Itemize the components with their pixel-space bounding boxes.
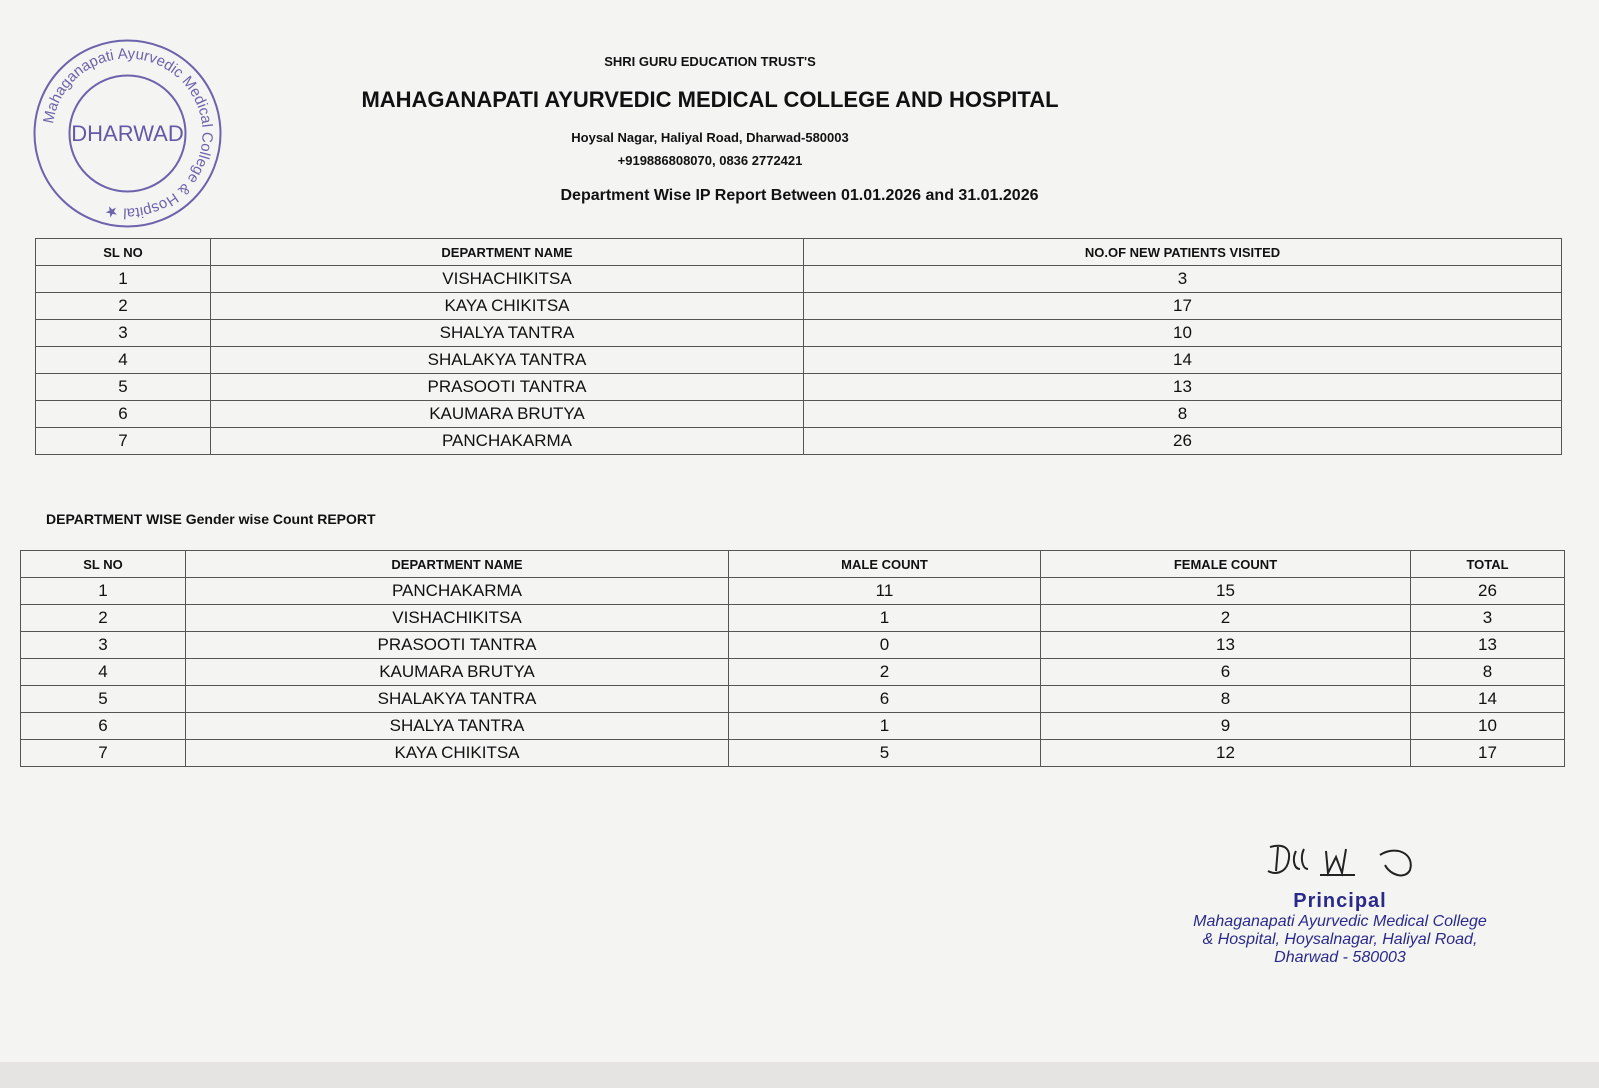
- col-new-patients: NO.OF NEW PATIENTS VISITED: [804, 239, 1562, 266]
- department-cell: PRASOOTI TANTRA: [186, 632, 729, 659]
- department-cell: VISHACHIKITSA: [186, 605, 729, 632]
- total-cell: 8: [1411, 659, 1565, 686]
- table-row: [21, 686, 1565, 713]
- department-cell: SHALYA TANTRA: [186, 713, 729, 740]
- sl-no-cell: 2: [21, 605, 186, 632]
- male-count-cell: 0: [729, 632, 1041, 659]
- female-count-cell: 6: [1041, 659, 1411, 686]
- department-cell: SHALAKYA TANTRA: [211, 347, 804, 374]
- male-count-cell: 11: [729, 578, 1041, 605]
- principal-signature-block: [1150, 835, 1530, 967]
- trust-name: SHRI GURU EDUCATION TRUST'S: [604, 54, 816, 69]
- department-cell: KAYA CHIKITSA: [186, 740, 729, 767]
- table-row: [21, 713, 1565, 740]
- signature-line-3: Dharwad - 580003: [1274, 949, 1406, 966]
- sl-no-cell: 5: [21, 686, 186, 713]
- college-address: Hoysal Nagar, Haliyal Road, Dharwad-580003: [571, 130, 849, 145]
- scan-edge: [0, 1062, 1599, 1088]
- col-department: DEPARTMENT NAME: [186, 551, 729, 578]
- department-cell: KAUMARA BRUTYA: [186, 659, 729, 686]
- ip-report-table: [35, 238, 1562, 455]
- table-row: [21, 659, 1565, 686]
- college-stamp: [30, 36, 225, 231]
- male-count-cell: 6: [729, 686, 1041, 713]
- signature-icon: [1230, 835, 1450, 885]
- sl-no-cell: 3: [21, 632, 186, 659]
- report-title: Department Wise IP Report Between 01.01.2026 and 31.01.2026: [560, 187, 1039, 204]
- table-row: [36, 266, 1562, 293]
- female-count-cell: 2: [1041, 605, 1411, 632]
- total-cell: 17: [1411, 740, 1565, 767]
- table-row: [36, 293, 1562, 320]
- sl-no-cell: 1: [36, 266, 211, 293]
- department-cell: KAYA CHIKITSA: [211, 293, 804, 320]
- table-row: [36, 374, 1562, 401]
- department-cell: PRASOOTI TANTRA: [211, 374, 804, 401]
- new-patients-cell: 10: [804, 320, 1562, 347]
- table-row: [21, 632, 1565, 659]
- female-count-cell: 15: [1041, 578, 1411, 605]
- table-header-row: [21, 551, 1565, 578]
- total-cell: 3: [1411, 605, 1565, 632]
- new-patients-cell: 14: [804, 347, 1562, 374]
- female-count-cell: 13: [1041, 632, 1411, 659]
- sl-no-cell: 7: [36, 428, 211, 455]
- sl-no-cell: 4: [36, 347, 211, 374]
- college-name: MAHAGANAPATI AYURVEDIC MEDICAL COLLEGE AND HOSPITAL: [361, 87, 1059, 112]
- table-row: [36, 347, 1562, 374]
- male-count-cell: 5: [729, 740, 1041, 767]
- col-sl-no: SL NO: [21, 551, 186, 578]
- signature-line-1: Mahaganapati Ayurvedic Medical College: [1193, 913, 1487, 930]
- department-cell: PANCHAKARMA: [186, 578, 729, 605]
- total-cell: 26: [1411, 578, 1565, 605]
- total-cell: 14: [1411, 686, 1565, 713]
- department-cell: KAUMARA BRUTYA: [211, 401, 804, 428]
- male-count-cell: 1: [729, 713, 1041, 740]
- male-count-cell: 1: [729, 605, 1041, 632]
- gender-report-table: [20, 550, 1565, 767]
- sl-no-cell: 6: [21, 713, 186, 740]
- signature-line-2: & Hospital, Hoysalnagar, Haliyal Road,: [1202, 931, 1478, 948]
- department-cell: VISHACHIKITSA: [211, 266, 804, 293]
- department-cell: SHALYA TANTRA: [211, 320, 804, 347]
- female-count-cell: 12: [1041, 740, 1411, 767]
- svg-text:Mahaganapati Ayurvedic Medical: Mahaganapati Ayurvedic Medical College & Hospital ★: [40, 45, 216, 222]
- table-row: [36, 428, 1562, 455]
- department-cell: SHALAKYA TANTRA: [186, 686, 729, 713]
- sl-no-cell: 1: [21, 578, 186, 605]
- department-cell: PANCHAKARMA: [211, 428, 804, 455]
- new-patients-cell: 17: [804, 293, 1562, 320]
- table-row: [36, 320, 1562, 347]
- total-cell: 10: [1411, 713, 1565, 740]
- signature-title: Principal: [1293, 890, 1387, 912]
- col-department: DEPARTMENT NAME: [211, 239, 804, 266]
- table-row: [21, 740, 1565, 767]
- sl-no-cell: 3: [36, 320, 211, 347]
- table-row: [36, 401, 1562, 428]
- college-phone: +919886808070, 0836 2772421: [617, 153, 803, 168]
- svg-text:DHARWAD: DHARWAD: [71, 121, 184, 146]
- new-patients-cell: 3: [804, 266, 1562, 293]
- sl-no-cell: 5: [36, 374, 211, 401]
- col-female-count: FEMALE COUNT: [1041, 551, 1411, 578]
- table-row: [21, 578, 1565, 605]
- col-total: TOTAL: [1411, 551, 1565, 578]
- female-count-cell: 9: [1041, 713, 1411, 740]
- table-row: [21, 605, 1565, 632]
- male-count-cell: 2: [729, 659, 1041, 686]
- new-patients-cell: 26: [804, 428, 1562, 455]
- col-male-count: MALE COUNT: [729, 551, 1041, 578]
- sl-no-cell: 7: [21, 740, 186, 767]
- gender-report-title: DEPARTMENT WISE Gender wise Count REPORT: [46, 511, 376, 527]
- sl-no-cell: 4: [21, 659, 186, 686]
- table-header-row: [36, 239, 1562, 266]
- new-patients-cell: 8: [804, 401, 1562, 428]
- total-cell: 13: [1411, 632, 1565, 659]
- sl-no-cell: 6: [36, 401, 211, 428]
- sl-no-cell: 2: [36, 293, 211, 320]
- col-sl-no: SL NO: [36, 239, 211, 266]
- female-count-cell: 8: [1041, 686, 1411, 713]
- new-patients-cell: 13: [804, 374, 1562, 401]
